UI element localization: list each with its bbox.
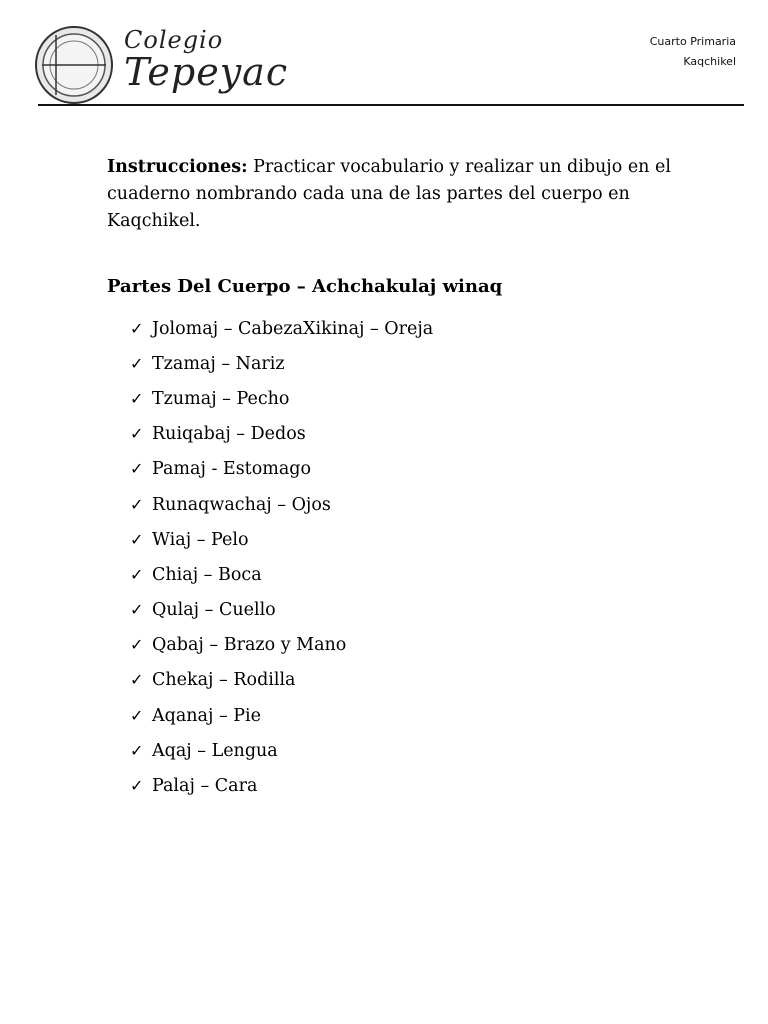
vocabulary-text: Aqaj – Lengua (152, 740, 278, 761)
check-mark-icon: ✓ (130, 318, 144, 338)
check-mark-icon: ✓ (130, 353, 144, 373)
logo-word-tepeyac: Tepeyac (124, 50, 289, 94)
check-mark-icon: ✓ (130, 564, 144, 584)
vocabulary-item (130, 381, 433, 416)
instructions-label: Instrucciones: (107, 157, 248, 177)
vocabulary-item (130, 346, 433, 381)
vocabulary-item (130, 628, 433, 663)
check-mark-icon: ✓ (130, 740, 144, 760)
check-mark-icon: ✓ (130, 424, 144, 444)
vocabulary-item (130, 733, 433, 768)
vocabulary-item (130, 487, 433, 522)
logo-word-colegio: Colegio (124, 26, 224, 54)
check-mark-icon: ✓ (130, 459, 144, 479)
vocabulary-item (130, 663, 433, 698)
instructions-text: Practicar vocabulario y realizar un dibujo en el cuaderno nombrando cada una de las partes del cuerpo en Kaqchikel. (107, 157, 671, 231)
check-mark-icon: ✓ (130, 494, 144, 514)
vocabulary-text: Chekaj – Rodilla (152, 670, 296, 691)
vocabulary-item (130, 522, 433, 557)
vocabulary-text: Jolomaj – CabezaXikinaj – Oreja (152, 318, 434, 339)
vocabulary-text: Palaj – Cara (152, 776, 258, 797)
vocabulary-text: Tzumaj – Pecho (152, 388, 290, 409)
check-mark-icon: ✓ (130, 635, 144, 655)
school-seal-logo (34, 25, 114, 105)
vocabulary-text: Wiaj – Pelo (152, 529, 249, 550)
check-mark-icon: ✓ (130, 670, 144, 690)
vocabulary-item (130, 417, 433, 452)
vocabulary-item (130, 768, 433, 803)
vocabulary-text: Chiaj – Boca (152, 564, 262, 585)
check-mark-icon: ✓ (130, 529, 144, 549)
subject-label: Kaqchikel (683, 55, 736, 68)
vocabulary-list (130, 311, 433, 804)
vocabulary-item (130, 698, 433, 733)
vocabulary-text: Tzamaj – Nariz (152, 353, 285, 374)
instructions-paragraph (107, 154, 677, 235)
header-info (650, 32, 736, 72)
vocabulary-text: Ruiqabaj – Dedos (152, 424, 306, 445)
vocabulary-text: Pamaj - Estomago (152, 459, 312, 480)
check-mark-icon: ✓ (130, 388, 144, 408)
vocabulary-text: Runaqwachaj – Ojos (152, 494, 331, 515)
check-mark-icon: ✓ (130, 705, 144, 725)
vocabulary-text: Qulaj – Cuello (152, 600, 276, 621)
grade-label: Cuarto Primaria (649, 35, 736, 48)
vocabulary-item (130, 311, 433, 346)
vocabulary-text: Qabaj – Brazo y Mano (152, 635, 347, 656)
vocabulary-item (130, 452, 433, 487)
vocabulary-item (130, 557, 433, 592)
header-divider (38, 104, 744, 106)
check-mark-icon: ✓ (130, 600, 144, 620)
section-title: Partes Del Cuerpo – Achchakulaj winaq (107, 276, 503, 297)
vocabulary-item (130, 593, 433, 628)
page-header (0, 0, 768, 115)
vocabulary-text: Aqanaj – Pie (152, 705, 262, 726)
check-mark-icon: ✓ (130, 776, 144, 796)
